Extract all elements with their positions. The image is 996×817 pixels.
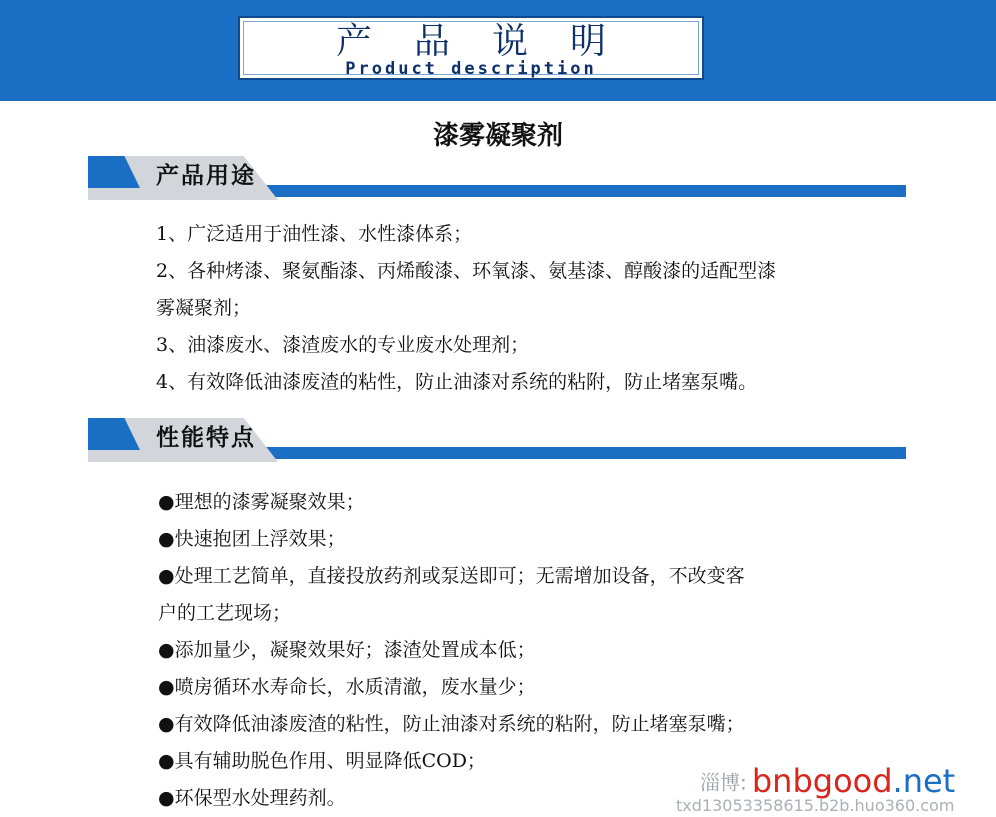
list-item: 2、各种烤漆、聚氨酯漆、丙烯酸漆、环氧漆、氨基漆、醇酸漆的适配型漆 — [156, 260, 777, 282]
header-title-cn: 产品说明 — [335, 21, 648, 62]
list-item: 1、广泛适用于油性漆、水性漆体系； — [156, 223, 473, 245]
header-band — [0, 0, 996, 101]
section-title: 产品用途 — [156, 162, 256, 189]
watermark-prefix: 淄博: — [700, 770, 747, 795]
list-item: 雾凝聚剂； — [156, 297, 252, 319]
list-item: ●具有辅助脱色作用、明显降低COD； — [158, 750, 486, 772]
header-title-box — [238, 16, 704, 80]
list-item: ●有效降低油漆废渣的粘性，防止油漆对系统的粘附，防止堵塞泵嘴； — [158, 713, 745, 735]
list-item: ●喷房循环水寿命长，水质清澈，废水量少； — [158, 676, 536, 698]
section-header-usage — [88, 156, 906, 200]
section-divider-bar — [248, 185, 906, 197]
watermark-brand-main: bnbgood — [751, 762, 893, 800]
site-watermark — [700, 762, 955, 800]
watermark-brand — [752, 762, 955, 800]
usage-list — [156, 216, 776, 401]
watermark-url: txd13053358615.b2b.huo360.com — [676, 796, 955, 815]
list-item: ●环保型水处理药剂。 — [158, 787, 346, 809]
section-title: 性能特点 — [156, 424, 256, 451]
list-item: ●理想的漆雾凝聚效果； — [158, 491, 365, 513]
list-item: 3、油漆废水、漆渣废水的专业废水处理剂； — [156, 334, 530, 356]
list-item: ●添加量少，凝聚效果好；漆渣处置成本低； — [158, 639, 536, 661]
product-name: 漆雾凝聚剂 — [432, 121, 563, 151]
section-header-features — [88, 418, 906, 462]
header-title-en: Product description — [345, 59, 597, 79]
watermark-brand-tld: .net — [892, 762, 956, 800]
list-item: 户的工艺现场； — [158, 602, 292, 624]
features-list — [158, 484, 745, 817]
section-divider-bar — [248, 447, 906, 459]
list-item: ●处理工艺简单，直接投放药剂或泵送即可；无需增加设备，不改变客 — [158, 565, 745, 587]
list-item: ●快速抱团上浮效果； — [158, 528, 346, 550]
list-item: 4、有效降低油漆废渣的粘性，防止油漆对系统的粘附，防止堵塞泵嘴。 — [156, 371, 758, 393]
